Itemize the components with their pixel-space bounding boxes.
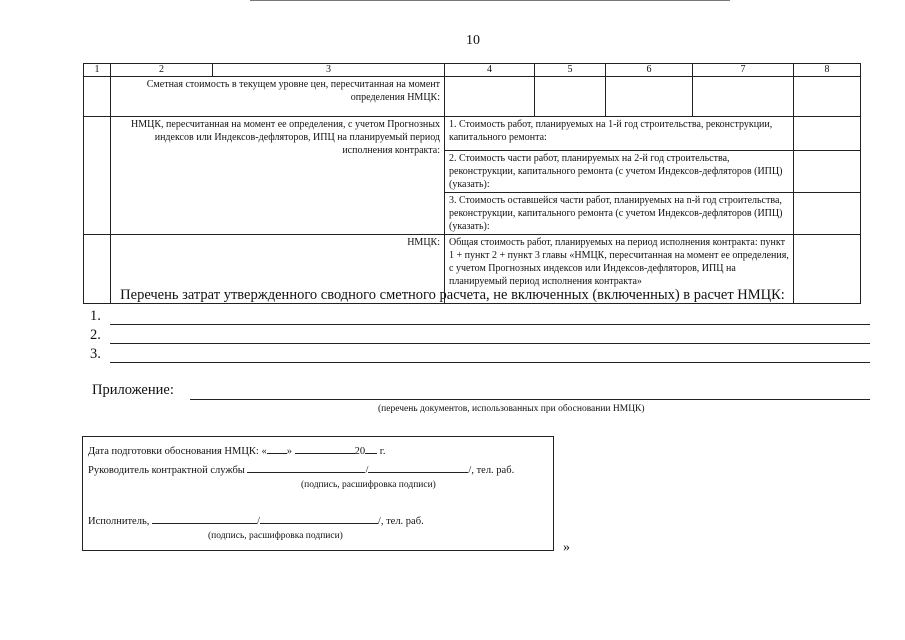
closing-quote: » bbox=[563, 540, 570, 555]
table-cell bbox=[84, 117, 111, 235]
table-cell bbox=[606, 77, 693, 117]
cost-item-number: 1. bbox=[90, 308, 101, 324]
head-tel: /, тел. раб. bbox=[468, 465, 515, 476]
signature-box bbox=[82, 436, 554, 551]
date-year: 20 bbox=[354, 446, 366, 457]
appendix-line[interactable] bbox=[190, 399, 870, 400]
page-number: 10 bbox=[466, 33, 480, 48]
table-cell bbox=[794, 151, 861, 193]
date-prefix: Дата подготовки обоснования НМЦК: « bbox=[88, 446, 267, 457]
cost-item-2: 2. Стоимость части работ, планируемых на 2-й год строительства, реконструкции, капитального ремонта (с учетом Индексов-дефляторов (ИПЦ) (указать): bbox=[445, 151, 794, 193]
cost-item-number: 3. bbox=[90, 346, 101, 362]
date-day-field[interactable] bbox=[267, 453, 287, 454]
table-cell bbox=[535, 77, 606, 117]
cost-item-3: 3. Стоимость оставшейся части работ, планируемых на n-й год строительства, реконструкции, капитального ремонта (с учетом Индексов-дефляторов (ИПЦ) (указать): bbox=[445, 193, 794, 235]
table-cell bbox=[794, 193, 861, 235]
total-cost-text: Общая стоимость работ, планируемых на период исполнения контракта: пункт 1 + пункт 2 + пункт 3 главы «НМЦК, пересчитанная на момент ее определения, с учетом Прогнозных индексов или Индексов-дефляторов, ИПЦ на планируемый период исполнения контракта» bbox=[445, 235, 794, 304]
col-number: 4 bbox=[445, 64, 535, 77]
head-name-field[interactable] bbox=[368, 472, 468, 473]
fill-line[interactable] bbox=[110, 324, 870, 325]
top-rule bbox=[250, 0, 730, 1]
executor-signature-field[interactable] bbox=[152, 523, 257, 524]
table-cell bbox=[84, 77, 111, 117]
col-number: 6 bbox=[606, 64, 693, 77]
date-mid: » bbox=[286, 446, 292, 457]
col-number: 1 bbox=[84, 64, 111, 77]
row-label-recalculated: НМЦК, пересчитанная на момент ее определения, с учетом Прогнозных индексов или Индексов-дефляторов, ИПЦ на планируемый период исполнения контракта: bbox=[111, 117, 445, 235]
appendix-label: Приложение: bbox=[92, 382, 174, 398]
executor-label: Исполнитель, bbox=[88, 516, 150, 527]
column-number-row bbox=[84, 64, 861, 77]
fill-line[interactable] bbox=[110, 343, 870, 344]
date-month-field[interactable] bbox=[295, 453, 355, 454]
row-label-estimate: Сметная стоимость в текущем уровне цен, пересчитанная на момент определения НМЦК: bbox=[111, 77, 445, 117]
col-number: 2 bbox=[111, 64, 213, 77]
executor-line bbox=[88, 516, 424, 527]
head-signature-field[interactable] bbox=[247, 472, 365, 473]
slash: / bbox=[365, 465, 369, 476]
table-row bbox=[84, 77, 861, 117]
table-cell bbox=[693, 77, 794, 117]
table-cell bbox=[445, 77, 535, 117]
head-line bbox=[88, 465, 514, 476]
col-number: 5 bbox=[535, 64, 606, 77]
costs-heading: Перечень затрат утвержденного сводного сметного расчета, не включенных (включенных) в расчет НМЦК: bbox=[120, 287, 785, 303]
date-year-field[interactable] bbox=[365, 453, 377, 454]
head-label: Руководитель контрактной службы bbox=[88, 465, 245, 476]
appendix-caption: (перечень документов, использованных при обосновании НМЦК) bbox=[378, 404, 645, 414]
executor-tel: /, тел. раб. bbox=[377, 516, 424, 527]
cost-item-number: 2. bbox=[90, 327, 101, 343]
col-number: 3 bbox=[213, 64, 445, 77]
slash: / bbox=[256, 516, 260, 527]
executor-name-field[interactable] bbox=[260, 523, 378, 524]
nmck-table bbox=[83, 63, 861, 304]
col-number: 7 bbox=[693, 64, 794, 77]
table-cell bbox=[794, 77, 861, 117]
fill-line[interactable] bbox=[110, 362, 870, 363]
date-suffix: г. bbox=[379, 446, 386, 457]
date-line bbox=[88, 446, 385, 457]
table-row bbox=[84, 117, 861, 151]
head-caption: (подпись, расшифровка подписи) bbox=[301, 480, 436, 490]
row-label-nmck: НМЦК: bbox=[111, 235, 445, 304]
executor-caption: (подпись, расшифровка подписи) bbox=[208, 531, 343, 541]
table-cell bbox=[794, 117, 861, 151]
cost-item-1: 1. Стоимость работ, планируемых на 1-й год строительства, реконструкции, капитального ремонта: bbox=[445, 117, 794, 151]
col-number: 8 bbox=[794, 64, 861, 77]
